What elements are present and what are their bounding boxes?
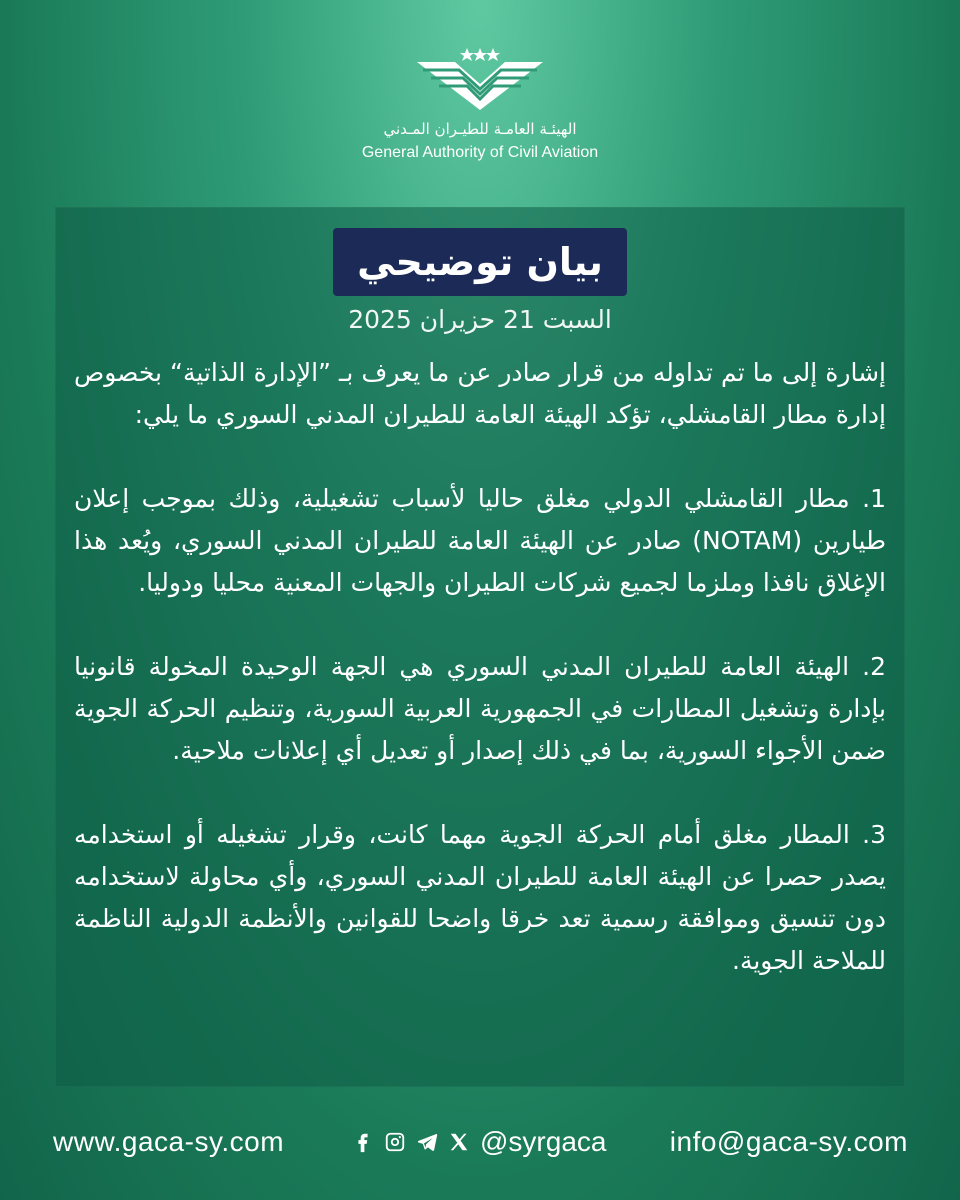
point-1-paragraph: 1. مطار القامشلي الدولي مغلق حاليا لأسباب تشغيلية، وذلك بموجب إعلان طيارين (NOTAM) صادر عن الهيئة العامة للطيران المدني السوري، ويُعد هذا الإغلاق نافذا وملزما لجميع شركات الطيران والجهات المعنية محليا ودوليا. [74,484,886,597]
point-2-paragraph: 2. الهيئة العامة للطيران المدني السوري هي الجهة الوحيدة المخولة قانونيا بإدارة وتشغيل المطارات في الجمهورية العربية السورية، وتنظيم الحركة الجوية ضمن الأجواء السورية، بما في ذلك إصدار أو تعديل أي إعلانات ملاحية. [74,652,886,765]
org-name-english: General Authority of Civil Aviation [361,144,599,161]
statement-body [74,352,886,982]
social-handle[interactable]: @syrgaca [480,1126,607,1157]
statement-date: السبت 21 حزيران 2025 [348,305,612,334]
telegram-icon[interactable] [416,1131,438,1153]
gaca-logo [0,40,960,162]
instagram-icon[interactable] [384,1131,406,1153]
x-icon[interactable] [448,1131,470,1153]
footer [0,1126,960,1170]
intro-paragraph: إشارة إلى ما تم تداوله من قرار صادر عن ما يعرف بـ ”الإدارة الذاتية“ بخصوص إدارة مطار القامشلي، تؤكد الهيئة العامة للطيران المدني السوري ما يلي: [74,358,886,429]
facebook-icon[interactable] [352,1131,374,1153]
org-name-arabic: الهيئـة العامـة للطيـران المـدني [383,120,577,138]
website-link[interactable]: www.gaca-sy.com [53,1126,285,1157]
email-link[interactable]: info@gaca-sy.com [669,1126,908,1157]
wings-emblem-icon [415,40,545,110]
statement-title: بيان توضيحي [333,228,627,296]
social-links [352,1126,606,1158]
point-3-paragraph: 3. المطار مغلق أمام الحركة الجوية مهما كانت، وقرار تشغيله أو استخدامه يصدر حصرا عن الهيئة العامة للطيران المدني السوري، وأي محاولة لاستخدامه دون تنسيق وموافقة رسمية تعد خرقا واضحا للقوانين والأنظمة الدولية الناظمة للملاحة الجوية. [74,820,886,975]
